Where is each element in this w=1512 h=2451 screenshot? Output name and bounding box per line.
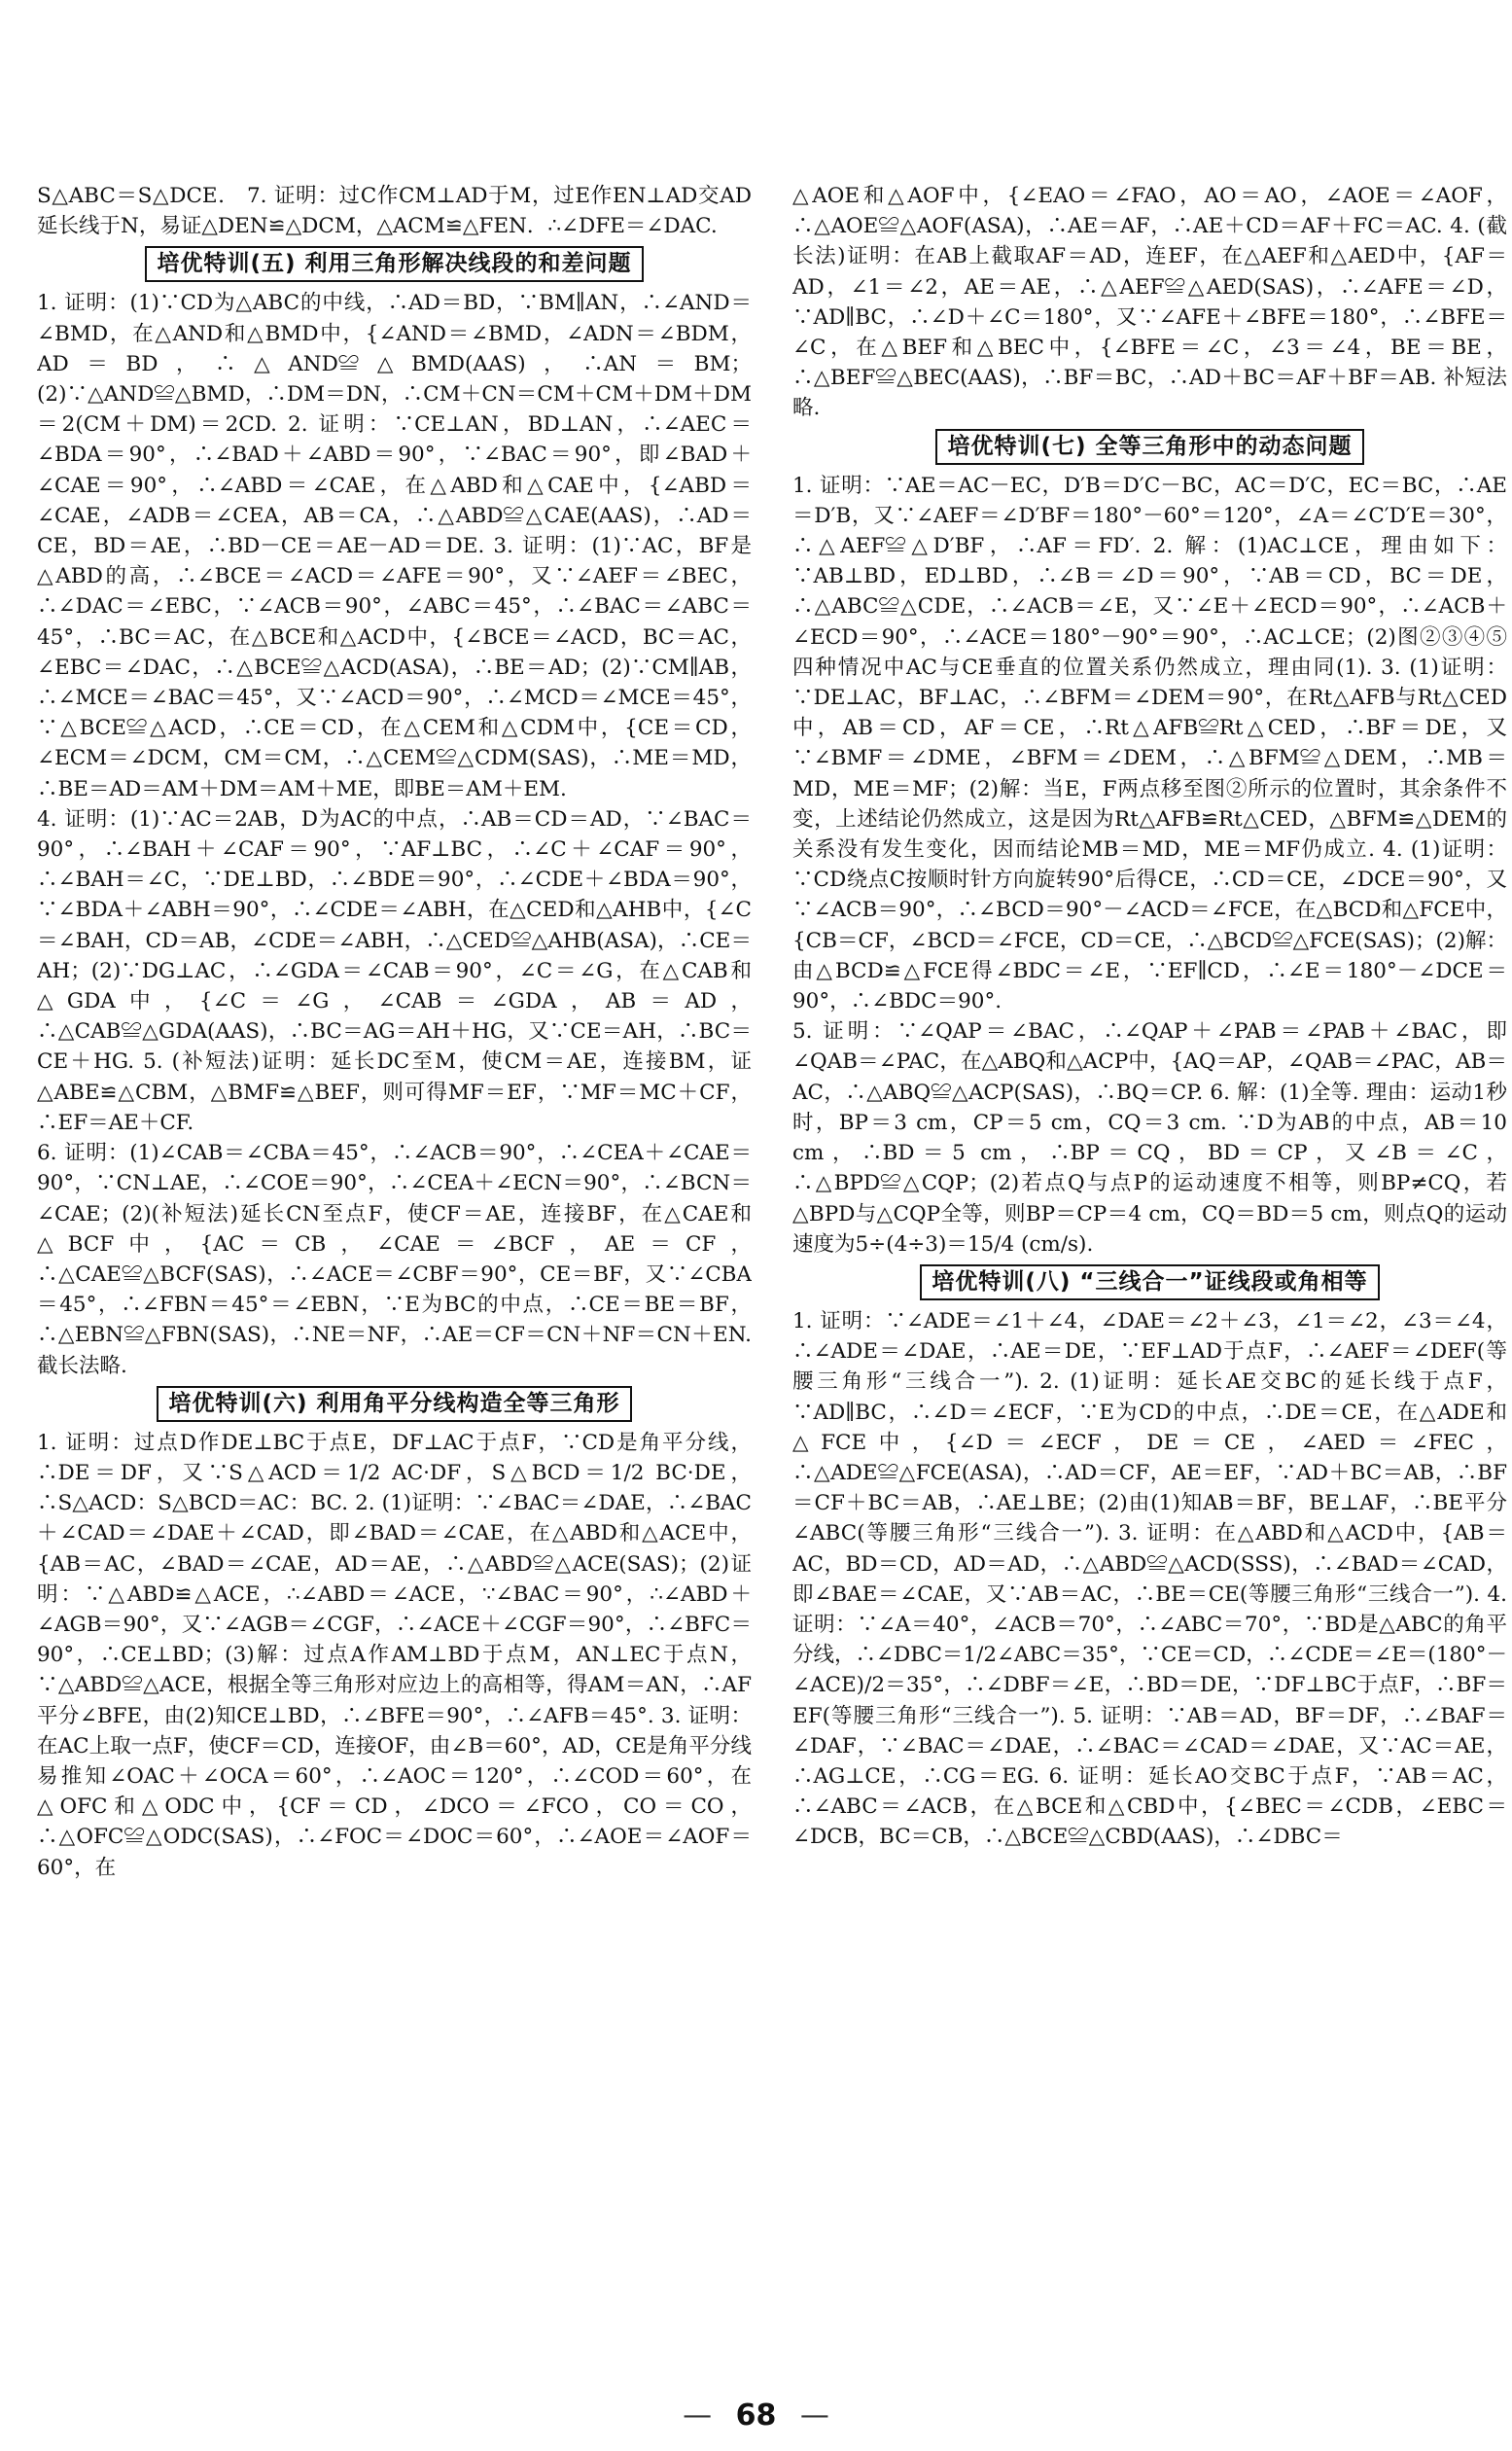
answer-paragraph: 4. 证明：(1)∵AC＝2AB，D为AC的中点，∴AB＝CD＝AD，∵∠BAC＝90°，∴∠BAH＋∠CAF＝90°，∵AF⊥BC，∴∠C＋∠CAF＝90°，∴∠BAH＝∠C，∵DE⊥BD，∴∠BDE＝90°，∴∠CDE＋∠BDA＝90°，∵∠BDA＋∠ABH＝90°，∴∠CDE＝∠ABH，在△CED和△AHB中，{∠C＝∠BAH，CD＝AB，∠CDE＝∠ABH，∴△CED≌△AHB(ASA)，∴CE＝AH；(2)∵DG⊥AC，∴∠GDA＝∠CAB＝90°，∠C＝∠G，在△CAB和△GDA中，{∠C＝∠G，∠CAB＝∠GDA，AB＝AD，∴△CAB≌△GDA(AAS)，∴BC＝AG＝AH＋HG，又∵CE＝AH，∴BC＝CE＋HG. 5. (补短法)证明：延长DC至M，使CM＝AE，连接BM，证△ABE≌△CBM，△BMF≌△BEF，则可得MF＝EF，∵MF＝MC＋CF，∴EF＝AE＋CF. <box>37 806 752 1135</box>
answer-paragraph: 5. 证明：∵∠QAP＝∠BAC，∴∠QAP＋∠PAB＝∠PAB＋∠BAC，即∠QAB＝∠PAC，在△ABQ和△ACP中，{AQ＝AP，∠QAB＝∠PAC，AB＝AC，∴△ABQ≌△ACP(SAS)，∴BQ＝CP. 6. 解：(1)全等. 理由：运动1秒时，BP＝3 cm，CP＝5 cm，CQ＝3 cm. ∵D为AB的中点，AB＝10 cm，∴BD＝5 cm，∴BP＝CQ，BD＝CP，又∠B＝∠C，∴△BPD≌△CQP；(2)若点Q与点P的运动速度不相等，则BP≠CQ，若△BPD与△CQP全等，则BP＝CP＝4 cm，CQ＝BD＝5 cm，则点Q的运动速度为5÷(4÷3)＝15/4 (cm/s). <box>792 1019 1507 1257</box>
section-heading-text: 培优特训(五) 利用三角形解决线段的和差问题 <box>145 246 643 282</box>
section-heading-text: 培优特训(六) 利用角平分线构造全等三角形 <box>157 1386 631 1422</box>
answer-paragraph: 1. 证明：过点D作DE⊥BC于点E，DF⊥AC于点F，∵CD是角平分线，∴DE＝DF，又∵S△ACD＝1/2 AC·DF，S△BCD＝1/2 BC·DE，∴S△ACD：S△BCD＝AC：BC. 2. (1)证明：∵∠BAC＝∠DAE，∴∠BAC＋∠CAD＝∠DAE＋∠CAD，即∠BAD＝∠CAE，在△ABD和△ACE中，{AB＝AC，∠BAD＝∠CAE，AD＝AE，∴△ABD≌△ACE(SAS)；(2)证明：∵△ABD≌△ACE，∴∠ABD＝∠ACE，∵∠BAC＝90°，∴∠ABD＋∠AGB＝90°，又∵∠AGB＝∠CGF，∴∠ACE＋∠CGF＝90°，∴∠BFC＝90°，∴CE⊥BD；(3)解：过点A作AM⊥BD于点M，AN⊥EC于点N，∵△ABD≌△ACE，根据全等三角形对应边上的高相等，得AM＝AN，∴AF平分∠BFE，由(2)知CE⊥BD，∴∠BFE＝90°，∴∠AFB＝45°. 3. 证明：在AC上取一点F，使CF＝CD，连接OF，由∠B＝60°，AD，CE是角平分线易推知∠OAC＋∠OCA＝60°，∴∠AOC＝120°，∴∠COD＝60°，在△OFC和△ODC中，{CF＝CD，∠DCO＝∠FCO，CO＝CO，∴△OFC≌△ODC(SAS)，∴∠FOC＝∠DOC＝60°，∴∠AOE＝∠AOF＝60°，在 <box>37 1430 752 1880</box>
answer-paragraph: △AOE和△AOF中，{∠EAO＝∠FAO，AO＝AO，∠AOE＝∠AOF，∴△AOE≌△AOF(ASA)，∴AE＝AF，∴AE＋CD＝AF＋FC＝AC. 4. (截长法)证明：在AB上截取AF＝AD，连EF，在△AEF和△AED中，{AF＝AD，∠1＝∠2，AE＝AE，∴△AEF≌△AED(SAS)，∴∠AFE＝∠D，∵AD∥BC，∴∠D＋∠C＝180°，又∵∠AFE＋∠BFE＝180°，∴∠BFE＝∠C，在△BEF和△BEC中，{∠BFE＝∠C，∠3＝∠4，BE＝BE，∴△BEF≌△BEC(AAS)，∴BF＝BC，∴AD＋BC＝AF＋BF＝AB. 补短法略. <box>792 184 1507 421</box>
section-heading-text: 培优特训(七) 全等三角形中的动态问题 <box>935 429 1363 465</box>
section-heading <box>792 1264 1507 1300</box>
footer-dash-right: — <box>799 2398 829 2433</box>
answer-paragraph: S△ABC＝S△DCE． 7. 证明：过C作CM⊥AD于M，过E作EN⊥AD交AD延长线于N，易证△DEN≌△DCM，△ACM≌△FEN．∴∠DFE＝∠DAC. <box>37 184 752 239</box>
section-heading <box>37 246 752 282</box>
answer-paragraph: 6. 证明：(1)∠CAB＝∠CBA＝45°，∴∠ACB＝90°，∴∠CEA＋∠CAE＝90°，∵CN⊥AE，∴∠COE＝90°，∴∠CEA＋∠ECN＝90°，∴∠BCN＝∠CAE；(2)(补短法)延长CN至点F，使CF＝AE，连接BF，在△CAE和△BCF中，{AC＝CB，∠CAE＝∠BCF，AE＝CF，∴△CAE≌△BCF(SAS)，∴∠ACE＝∠CBF＝90°，CE＝BF，又∵∠CBA＝45°，∴∠FBN＝45°＝∠EBN，∵E为BC的中点，∴CE＝BE＝BF，∴△EBN≌△FBN(SAS)，∴NE＝NF，∴AE＝CF＝CN＋NF＝CN＋EN. 截长法略. <box>37 1141 752 1378</box>
footer-dash-left: — <box>683 2398 713 2433</box>
page-number: 68 <box>735 2398 777 2433</box>
right-column <box>792 181 1507 2369</box>
section-heading <box>37 1386 752 1422</box>
section-heading <box>792 429 1507 465</box>
answer-paragraph: 1. 证明：∵∠ADE＝∠1＋∠4，∠DAE＝∠2＋∠3，∠1＝∠2，∠3＝∠4，∴∠ADE＝∠DAE，∴AE＝DE，∵EF⊥AD于点F，∴∠AEF＝∠DEF(等腰三角形“三线合一”). 2. (1)证明：延长AE交BC的延长线于点F，∵AD∥BC，∴∠D＝∠ECF，∵E为CD的中点，∴DE＝CE，在△ADE和△FCE中，{∠D＝∠ECF，DE＝CE，∠AED＝∠FEC，∴△ADE≌△FCE(ASA)，∴AD＝CF，AE＝EF，∵AD＋BC＝AB，∴BF＝CF＋BC＝AB，∴AE⊥BE；(2)由(1)知AB＝BF，BE⊥AF，∴BE平分∠ABC(等腰三角形“三线合一”). 3. 证明：在△ABD和△ACD中，{AB＝AC，BD＝CD，AD＝AD，∴△ABD≌△ACD(SSS)，∴∠BAD＝∠CAD，即∠BAE＝∠CAE，又∵AB＝AC，∴BE＝CE(等腰三角形“三线合一”). 4. 证明：∵∠A＝40°，∠ACB＝70°，∴∠ABC＝70°，∵BD是△ABC的角平分线，∴∠DBC＝1/2∠ABC＝35°，∵CE＝CD，∴∠CDE＝∠E＝(180°－∠ACE)/2＝35°，∴∠DBF＝∠E，∴BD＝DE，∵DF⊥BC于点F，∴BF＝EF(等腰三角形“三线合一”). 5. 证明：∵AB＝AD，BF＝DF，∴∠BAF＝∠DAF，∵∠BAC＝∠DAE，∴∠BAC＝∠CAD＝∠DAE，又∵AC＝AE，∴AG⊥CE，∴CG＝EG. 6. 证明：延长AO交BC于点F，∵AB＝AC，∴∠ABC＝∠ACB，在△BCE和△CBD中，{∠BEC＝∠CDB，∠EBC＝∠DCB，BC＝CB，∴△BCE≌△CBD(AAS)，∴∠DBC＝ <box>792 1308 1507 1850</box>
answer-paragraph: 1. 证明：∵AE＝AC－EC，D′B＝D′C－BC，AC＝D′C，EC＝BC，∴AE＝D′B，又∵∠AEF＝∠D′BF＝180°－60°＝120°，∠A＝∠C′D′E＝30°，∴△AEF≌△D′BF，∴AF＝FD′. 2. 解：(1)AC⊥CE，理由如下：∵AB⊥BD，ED⊥BD，∴∠B＝∠D＝90°，∵AB＝CD，BC＝DE，∴△ABC≌△CDE，∴∠ACB＝∠E，又∵∠E＋∠ECD＝90°，∴∠ACB＋∠ECD＝90°，∴∠ACE＝180°－90°＝90°，∴AC⊥CE；(2)图②③④⑤四种情况中AC与CE垂直的位置关系仍然成立，理由同(1). 3. (1)证明：∵DE⊥AC，BF⊥AC，∴∠BFM＝∠DEM＝90°，在Rt△AFB与Rt△CED中，AB＝CD，AF＝CE，∴Rt△AFB≌Rt△CED，∴BF＝DE，又∵∠BMF＝∠DME，∠BFM＝∠DEM，∴△BFM≌△DEM，∴MB＝MD，ME＝MF；(2)解：当E，F两点移至图②所示的位置时，其余条件不变，上述结论仍然成立，这是因为Rt△AFB≌Rt△CED，△BFM≌△DEM的关系没有发生变化，因而结论MB＝MD，ME＝MF仍成立. 4. (1)证明：∵CD绕点C按顺时针方向旋转90°后得CE，∴CD＝CE，∠DCE＝90°，又∵∠ACB＝90°，∴∠BCD＝90°－∠ACD＝∠FCE，在△BCD和△FCE中，{CB＝CF，∠BCD＝∠FCE，CD＝CE，∴△BCD≌△FCE(SAS)；(2)解：由△BCD≌△FCE得∠BDC＝∠E，∵EF∥CD，∴∠E＝180°－∠DCE＝90°，∴∠BDC＝90°. <box>792 473 1507 1014</box>
section-heading-text: 培优特训(八) “三线合一”证线段或角相等 <box>920 1264 1379 1300</box>
left-column <box>37 181 752 2369</box>
answer-paragraph: 1. 证明：(1)∵CD为△ABC的中线，∴AD＝BD，∵BM∥AN，∴∠AND＝∠BMD，在△AND和△BMD中，{∠AND＝∠BMD，∠ADN＝∠BDM，AD＝BD，∴△AND≌△BMD(AAS)，∴AN＝BM；(2)∵△AND≌△BMD，∴DM＝DN，∴CM＋CN＝CM＋CM＋DM＋DM＝2(CM＋DM)＝2CD. 2. 证明：∵CE⊥AN，BD⊥AN，∴∠AEC＝∠BDA＝90°，∴∠BAD＋∠ABD＝90°，∵∠BAC＝90°，即∠BAD＋∠CAE＝90°，∴∠ABD＝∠CAE，在△ABD和△CAE中，{∠ABD＝∠CAE，∠ADB＝∠CEA，AB＝CA，∴△ABD≌△CAE(AAS)，∴AD＝CE，BD＝AE，∴BD－CE＝AE－AD＝DE. 3. 证明：(1)∵AC，BF是△ABD的高，∴∠BCE＝∠ACD＝∠AFE＝90°，又∵∠AEF＝∠BEC，∴∠DAC＝∠EBC，∵∠ACB＝90°，∠ABC＝45°，∴∠BAC＝∠ABC＝45°，∴BC＝AC，在△BCE和△ACD中，{∠BCE＝∠ACD，BC＝AC，∠EBC＝∠DAC，∴△BCE≌△ACD(ASA)，∴BE＝AD；(2)∵CM∥AB，∴∠MCE＝∠BAC＝45°，又∵∠ACD＝90°，∴∠MCD＝∠MCE＝45°，∵△BCE≌△ACD，∴CE＝CD，在△CEM和△CDM中，{CE＝CD，∠ECM＝∠DCM，CM＝CM，∴△CEM≌△CDM(SAS)，∴ME＝MD，∴BE＝AD＝AM＋DM＝AM＋ME，即BE＝AM＋EM. <box>37 291 752 801</box>
page-number-footer <box>0 2398 1512 2433</box>
